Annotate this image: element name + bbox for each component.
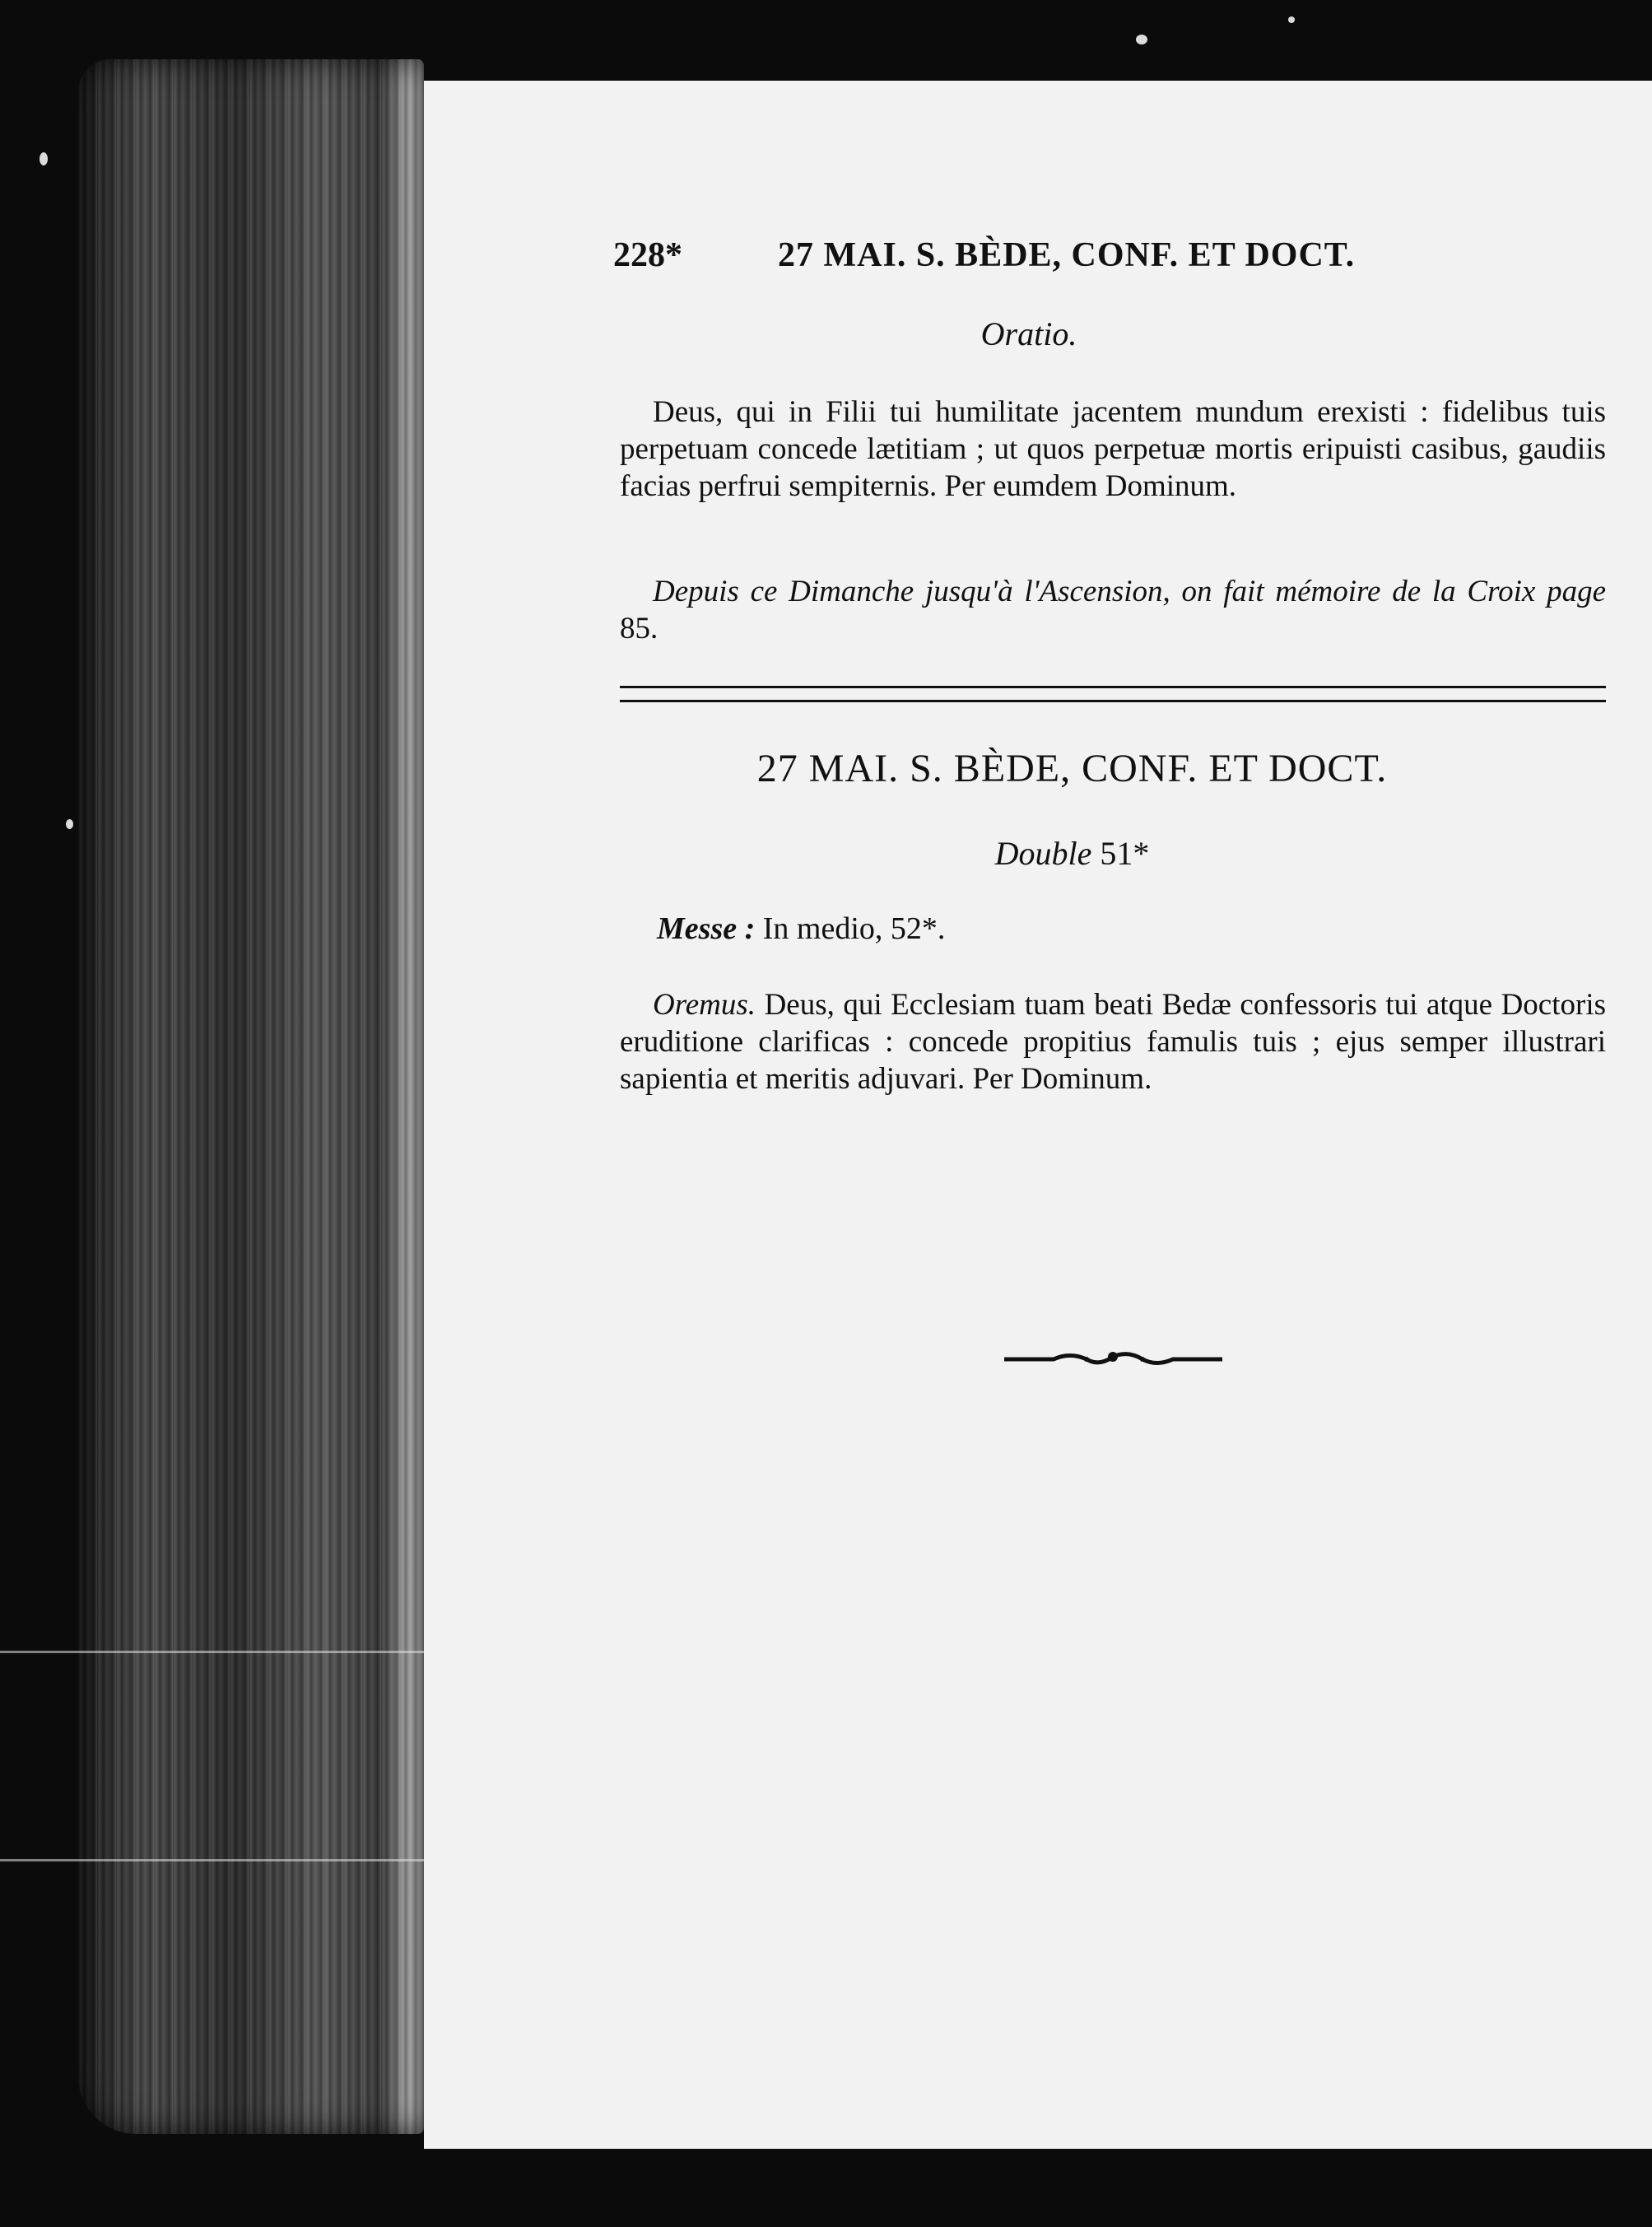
dust-speck [66,819,73,829]
oremus-text: Deus, qui Ecclesiam tuam beati Bedæ confessoris tui atque Doctoris eruditione clarificas : concede propitius famulis tuis ; ejus semper illustrari sapientia et meritis adjuvari. Per Dominum. [620,988,1606,1096]
divider-rule-top [620,686,1606,688]
rank-ref: 51* [1100,835,1150,872]
messe-line [657,911,945,947]
oratio-heading: Oratio. [980,315,1077,352]
rank-label: Double [994,835,1092,872]
section-title [424,746,1652,791]
section-title-text: 27 MAI. S. BÈDE, CONF. ET DOCT. [756,747,1388,790]
oremus-label: Oremus. [653,988,756,1022]
running-head-title: 27 MAI. S. BÈDE, CONF. ET DOCT. [778,236,1356,274]
oremus-paragraph [620,986,1606,1097]
running-head [613,235,1436,275]
messe-label: Messe : [657,911,756,946]
ornament-flourish [1004,1347,1222,1372]
book-page [424,81,1652,2149]
book-fore-edge [78,59,424,2134]
rubric-note-text: Depuis ce Dimanche jusqu'à l'Ascension, on fait mémoire de la Croix page [653,575,1606,608]
page-number: 228* [613,236,682,274]
dust-speck [1136,35,1147,44]
rubric-page-ref: 85. [620,612,658,645]
messe-text: In medio, 52*. [762,911,946,946]
divider-rule-bottom [620,700,1606,702]
rank-line [424,834,1652,873]
rubric-note [620,573,1606,647]
dust-speck [40,152,48,165]
dust-speck [1288,16,1295,23]
oratio-text: Deus, qui in Filii tui humilitate jacentem mundum erexisti : fidelibus tuis perpetuam concede lætitiam ; ut quos perpetuæ mortis eripuisti casibus, gaudiis facias perfrui sempiternis. Per eumdem Dominum. [620,395,1606,503]
